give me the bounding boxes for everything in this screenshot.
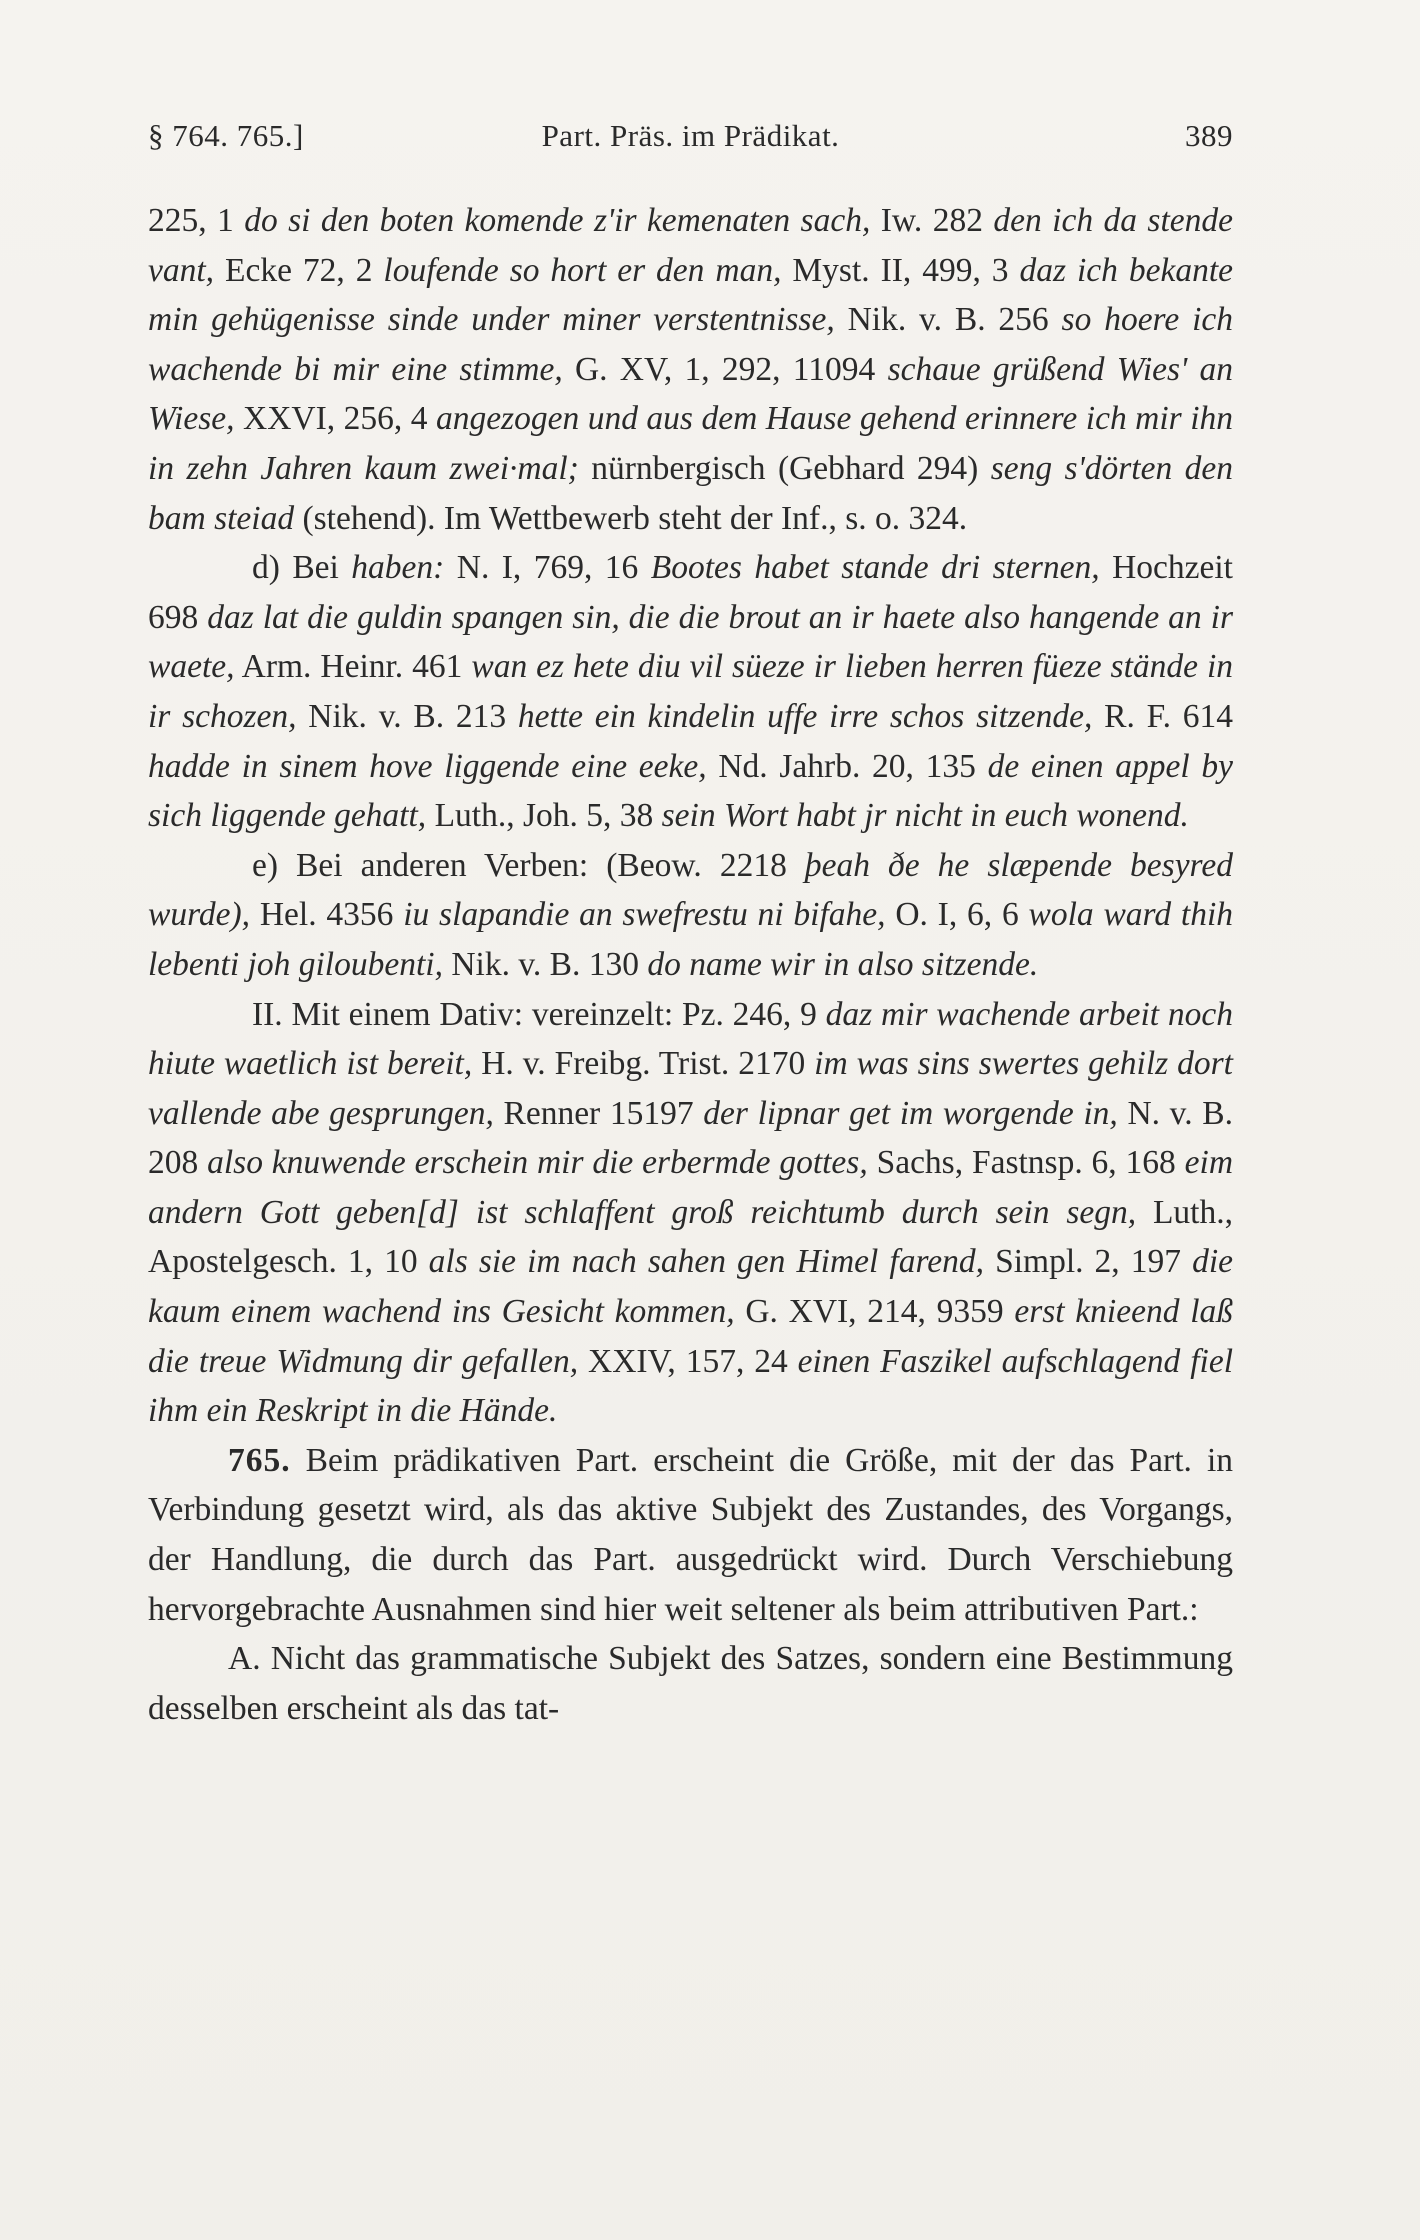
quoted-example: daz mir wachende arbeit noch hiute waetlich ist bereit, — [148, 995, 1233, 1083]
text-run: O. I, 6, 6 — [885, 896, 1029, 934]
quoted-example: als sie im nach sahen gen Himel farend, — [428, 1243, 985, 1281]
quoted-example: hette ein kindelin uffe irre schos sitzende, — [517, 697, 1093, 735]
quoted-example: erst knieend laß die treue Widmung dir gefallen, — [148, 1293, 1233, 1380]
quoted-example: haben: — [351, 549, 445, 587]
page-number: 389 — [1185, 118, 1233, 153]
text-run: Luth., Apostelgesch. 1, 10 — [148, 1193, 1233, 1281]
quoted-example: der lipnar get im worgende in, — [703, 1094, 1118, 1132]
text-run: Nik. v. B. 213 — [296, 697, 518, 735]
text-run: Luth., Joh. 5, 38 — [426, 797, 662, 835]
quoted-example: einen Faszikel aufschlagend fiel ihm ein Reskript in die Hände. — [148, 1342, 1233, 1430]
quoted-example: hadde in sinem hove liggende eine eeke, — [148, 747, 707, 785]
text-run: Hochzeit 698 — [148, 549, 1233, 636]
quoted-example: loufende so hort er den man, — [383, 251, 782, 289]
quoted-example: de einen appel by sich liggende gehatt, — [148, 747, 1233, 835]
text-run: Sachs, Fastnsp. 6, 168 — [867, 1144, 1185, 1182]
text-run: Beim prädikativen Part. erscheint die Größe, mit der das Part. in Verbindung gesetzt wird, als das aktive Subjekt des Zustandes, des Vorgangs, der Handlung, die durch das Part. ausgedrückt wird. Durch Verschiebung hervorgebrachte Ausnahmen sind hier weit seltener als beim attributiven Part.: — [148, 1441, 1233, 1628]
text-run: Renner 15197 — [493, 1094, 704, 1132]
text-run: Nik. v. B. 256 — [834, 301, 1062, 339]
text-run: Hel. 4356 — [250, 896, 404, 934]
text-run: Arm. Heinr. 461 — [234, 648, 472, 686]
text-run: Simpl. 2, 197 — [984, 1243, 1193, 1281]
text-run: Nd. Jahrb. 20, 135 — [706, 747, 988, 785]
quoted-example: also knuwende erschein mir die erbermde gottes, — [207, 1144, 868, 1182]
text-run: N. I, 769, 16 — [444, 549, 651, 587]
paragraph-e-other-verbs — [148, 841, 1233, 990]
quoted-example: schaue grüßend Wies' an Wiese, — [148, 350, 1233, 438]
quoted-example: angezogen und aus dem Hause gehend erinnere ich mir ihn in zehn Jahren kaum zwei·mal; — [148, 400, 1233, 487]
text-run: e) Bei anderen Verben: (Beow. 2218 — [252, 846, 805, 884]
section-reference: § 764. 765.] — [148, 118, 304, 153]
body-text — [148, 196, 1233, 1733]
text-run: XXVI, 256, 4 — [234, 400, 436, 438]
paragraph-a — [148, 1634, 1233, 1733]
quoted-example: iu slapandie an swefrestu ni bifahe, — [403, 896, 886, 934]
text-run: d) Bei — [252, 549, 352, 587]
text-run: N. v. B. 208 — [148, 1094, 1233, 1182]
quoted-example: sein Wort habt jr nicht in euch wonend. — [661, 797, 1189, 835]
text-run: II. Mit einem Dativ: vereinzelt: Pz. 246, 9 — [252, 995, 826, 1033]
text-run: (stehend). Im Wettbewerb steht der Inf., s. o. 324. — [294, 499, 968, 537]
quoted-example: þeah ðe he slæpende besyred wurde), — [148, 846, 1233, 934]
text-run: nürnbergisch (Gebhard 294) — [578, 449, 991, 487]
text-run: H. v. Freibg. Trist. 2170 — [472, 1045, 815, 1083]
text-run: G. XVI, 214, 9359 — [734, 1293, 1015, 1331]
paragraph-ii-dative — [148, 990, 1233, 1436]
text-run: R. F. 614 — [1092, 697, 1233, 735]
text-run: 225, 1 — [148, 202, 245, 239]
quoted-example: im was sins swertes gehilz dort vallende abe gesprungen, — [148, 1045, 1233, 1132]
quoted-example: wan ez hete diu vil süeze ir lieben herren füeze stände in ir schozen, — [148, 648, 1234, 735]
quoted-example: wola ward thih lebenti joh giloubenti, — [148, 896, 1234, 983]
quoted-example: daz lat die guldin spangen sin, die die brout an ir haete also hangende an ir waete, — [148, 598, 1233, 686]
running-title: Part. Präs. im Prädikat. — [541, 118, 840, 153]
text-run: Ecke 72, 2 — [214, 251, 384, 289]
quoted-example: do si den boten komende z'ir kemenaten sach, — [244, 202, 871, 239]
text-run: G. XV, 1, 292, 11094 — [562, 350, 888, 388]
quoted-example: so hoere ich wachende bi mir eine stimme, — [148, 301, 1234, 388]
text-run: Iw. 282 — [870, 202, 994, 239]
text-run: XXIV, 157, 24 — [578, 1342, 798, 1380]
quoted-example: Bootes habet stande dri sternen, — [650, 549, 1100, 587]
paragraph-d-haben — [148, 543, 1233, 841]
section-number: 765. — [228, 1441, 291, 1479]
paragraph-examples-continued — [148, 196, 1233, 543]
quoted-example: den ich da stende vant, — [148, 202, 1233, 289]
paragraph-section-765 — [148, 1436, 1233, 1634]
text-run: A. Nicht das grammatische Subjekt des Satzes, sondern eine Bestimmung desselben erscheint als das tat- — [148, 1640, 1233, 1727]
running-header — [148, 118, 1233, 168]
text-run: Nik. v. B. 130 — [442, 945, 648, 983]
quoted-example: do name wir in also sitzende. — [647, 945, 1039, 983]
quoted-example: die kaum einem wachend ins Gesicht kommen, — [148, 1243, 1233, 1331]
quoted-example: seng s'dörten den bam steiad — [148, 449, 1233, 537]
quoted-example: daz ich bekante min gehügenisse sinde under miner verstentnisse, — [148, 251, 1233, 339]
text-run: Myst. II, 499, 3 — [781, 251, 1020, 289]
quoted-example: eim andern Gott geben[d] ist schlaffent groß reichtumb durch sein segn, — [148, 1144, 1234, 1231]
